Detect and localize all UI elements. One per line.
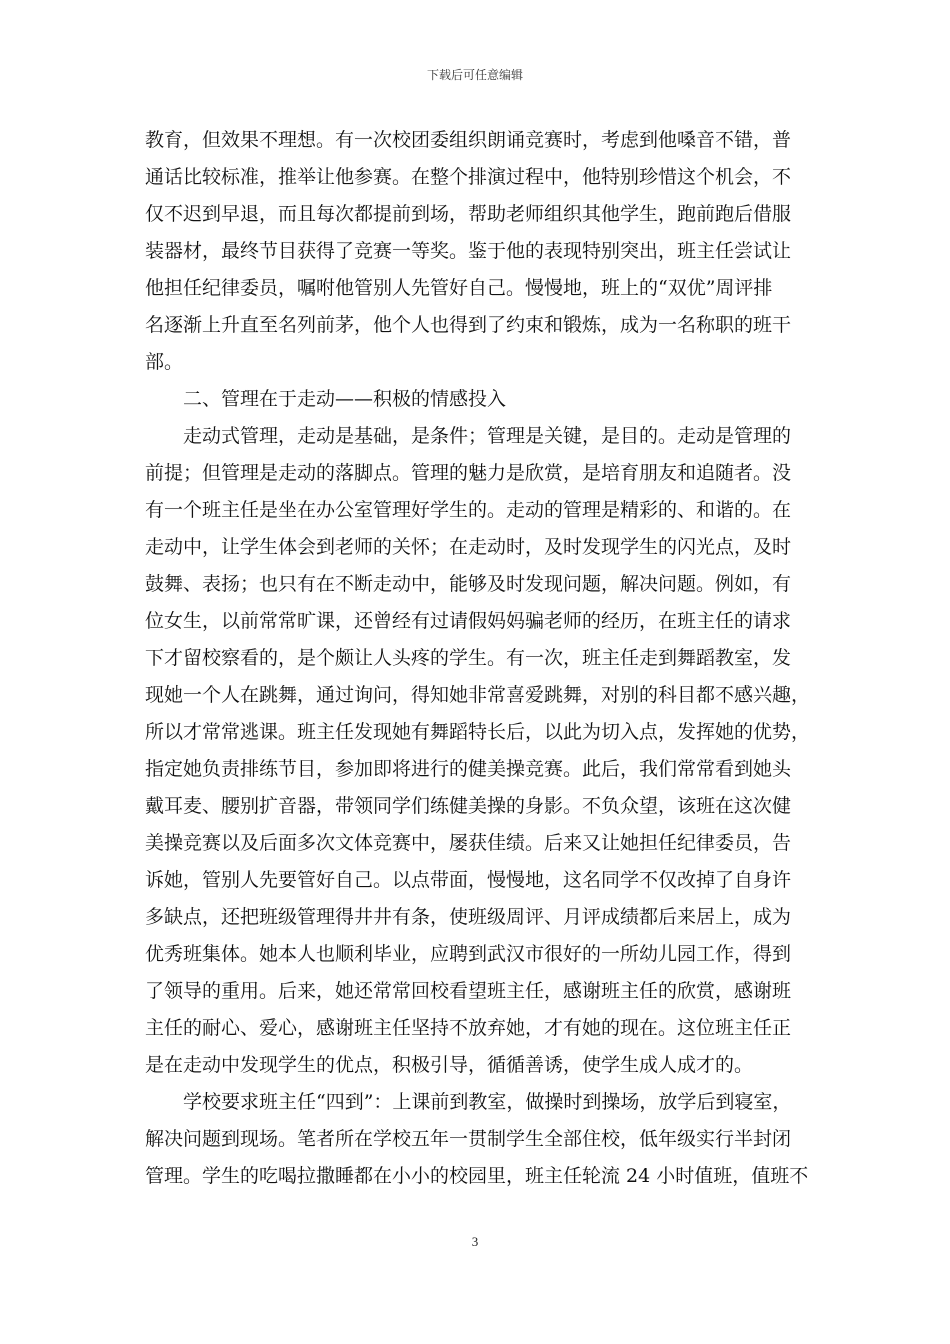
text-line: 指定她负责排练节目，参加即将进行的健美操竞赛。此后，我们常常看到她头 <box>145 758 792 780</box>
text-line: 走动式管理，走动是基础，是条件；管理是关键，是目的。走动是管理的 <box>183 425 792 447</box>
text-line: 诉她，管别人先要管好自己。以点带面，慢慢地，这名同学不仅改掉了自身许 <box>145 869 792 891</box>
text-line: 仅不迟到早退，而且每次都提前到场，帮助老师组织其他学生，跑前跑后借服 <box>145 203 792 225</box>
text-line: 鼓舞、表扬；也只有在不断走动中，能够及时发现问题，解决问题。例如，有 <box>145 573 792 595</box>
text-line: 多缺点，还把班级管理得井井有条，使班级周评、月评成绩都后来居上，成为 <box>145 906 792 928</box>
text-line: 教育，但效果不理想。有一次校团委组织朗诵竞赛时，考虑到他嗓音不错，普 <box>145 129 792 151</box>
page-header: 下载后可任意编辑 <box>426 68 523 82</box>
text-line: 学校要求班主任“四到”：上课前到教室，做操时到操场，放学后到寝室， <box>183 1091 792 1113</box>
text-line: 主任的耐心、爱心，感谢班主任坚持不放弃她，才有她的现在。这位班主任正 <box>145 1017 792 1039</box>
text-line: 通话比较标准，推举让他参赛。在整个排演过程中，他特别珍惜这个机会，不 <box>145 166 792 188</box>
text-line: 是在走动中发现学生的优点，积极引导，循循善诱，使学生成人成才的。 <box>145 1054 754 1076</box>
text-line: 走动中，让学生体会到老师的关怀；在走动时，及时发现学生的闪光点，及时 <box>145 536 792 558</box>
text-line: 名逐渐上升直至名列前茅，他个人也得到了约束和锻炼，成为一名称职的班干 <box>145 314 792 336</box>
text-line: 位女生，以前常常旷课，还曾经有过请假妈妈骗老师的经历，在班主任的请求 <box>145 610 792 632</box>
text-line: 部。 <box>145 351 184 373</box>
text-line: 了领导的重用。后来，她还常常回校看望班主任，感谢班主任的欣赏，感谢班 <box>145 980 792 1002</box>
text-line: 戴耳麦、腰别扩音器，带领同学们练健美操的身影。不负众望，该班在这次健 <box>145 795 792 817</box>
text-line: 有一个班主任是坐在办公室管理好学生的。走动的管理是精彩的、和谐的。在 <box>145 499 792 521</box>
text-line: 优秀班集体。她本人也顺利毕业，应聘到武汉市很好的一所幼儿园工作，得到 <box>145 943 792 965</box>
text-line: 前提；但管理是走动的落脚点。管理的魅力是欣赏，是培育朋友和追随者。没 <box>145 462 792 484</box>
text-line: 解决问题到现场。笔者所在学校五年一贯制学生全部住校，低年级实行半封闭 <box>145 1128 792 1150</box>
body-text <box>145 122 810 1195</box>
page-number: 3 <box>471 1234 479 1249</box>
text-line: 所以才常常逃课。班主任发现她有舞蹈特长后，以此为切入点，发挥她的优势， <box>145 721 811 743</box>
text-line: 装器材，最终节目获得了竞赛一等奖。鉴于他的表现特别突出，班主任尝试让 <box>145 240 792 262</box>
text-line: 他担任纪律委员，嘱咐他管别人先管好自己。慢慢地，班上的“双优”周评排 <box>145 277 773 299</box>
text-line: 管理。学生的吃喝拉撒睡都在小小的校园里，班主任轮流 24 小时值班，值班不 <box>145 1165 809 1187</box>
text-line: 现她一个人在跳舞，通过询问，得知她非常喜爱跳舞，对别的科目都不感兴趣， <box>145 684 811 706</box>
text-line: 下才留校察看的，是个颇让人头疼的学生。有一次，班主任走到舞蹈教室，发 <box>145 647 792 669</box>
text-line: 二、管理在于走动——积极的情感投入 <box>183 388 507 410</box>
text-line: 美操竞赛以及后面多次文体竞赛中，屡获佳绩。后来又让她担任纪律委员，告 <box>145 832 792 854</box>
